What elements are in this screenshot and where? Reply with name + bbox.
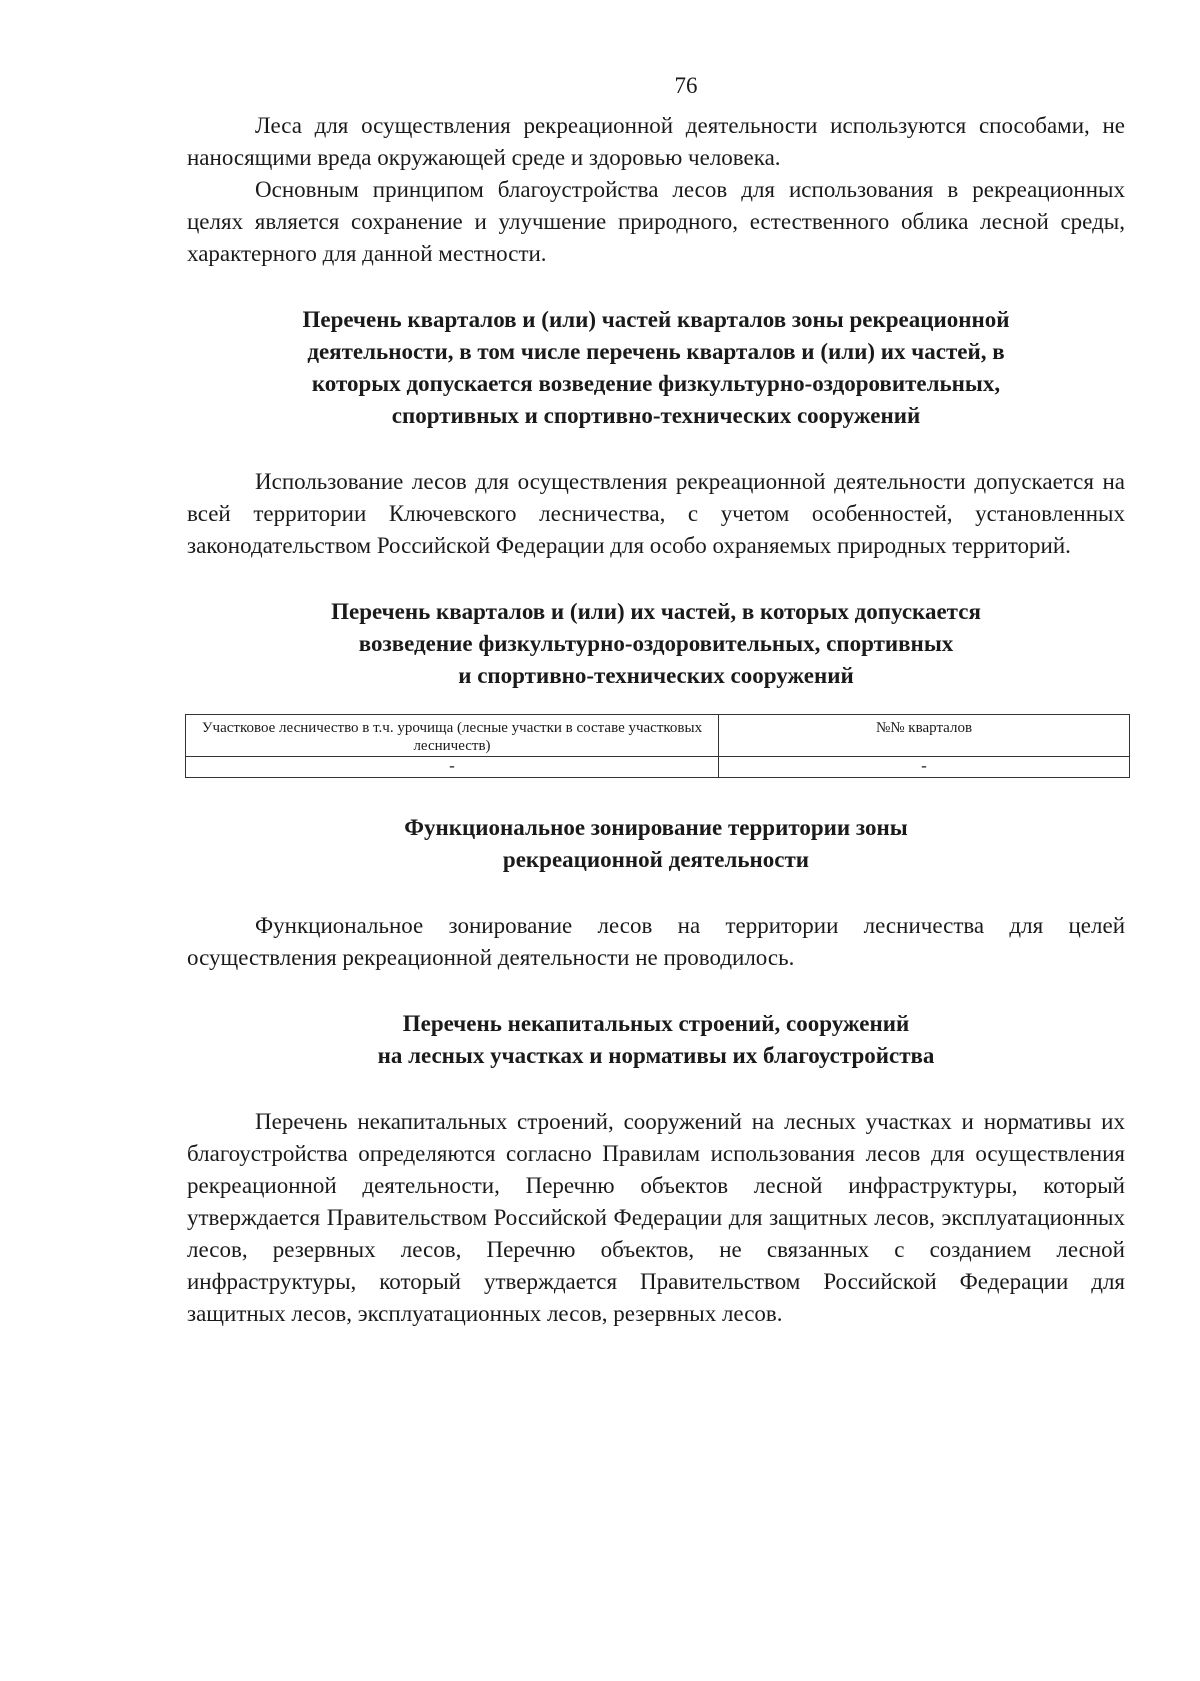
intro-paragraph-2: Основным принципом благоустройства лесов для использования в рекреационных целях является сохранение и улучшение природного, естественного облика лесной среды, характерного для данной местности. xyxy=(187,177,1125,266)
document-page xyxy=(187,70,1125,1330)
intro-paragraph-1: Леса для осуществления рекреационной деятельности используются способами, не наносящими вреда окружающей среде и здоровью человека. xyxy=(187,113,1125,170)
page-number: 76 xyxy=(674,73,698,98)
section1-paragraph: Использование лесов для осуществления рекреационной деятельности допускается на всей территории Ключевского лесничества, с учетом особенностей, установленных законодательством Российской Федерации для особо охраняемых природных территорий. xyxy=(187,469,1125,558)
heading-line: которых допускается возведение физкультурно-оздоровительных, xyxy=(311,371,1001,396)
section1-heading xyxy=(187,304,1125,432)
heading-line: Перечень кварталов и (или) частей кварталов зоны рекреационной xyxy=(302,307,1010,332)
heading-line: спортивных и спортивно-технических сооружений xyxy=(391,403,921,428)
heading-line: и спортивно-технических сооружений xyxy=(458,663,854,688)
table-header-cell: №№ кварталов xyxy=(719,715,1130,757)
heading-line: Перечень некапитальных строений, сооружений xyxy=(402,1011,910,1036)
table-cell: - xyxy=(719,757,1130,778)
heading-line: возведение физкультурно-оздоровительных, спортивных xyxy=(358,631,954,656)
table-cell: - xyxy=(186,757,719,778)
section2-heading xyxy=(187,596,1125,692)
heading-line: Перечень кварталов и (или) их частей, в которых допускается xyxy=(331,599,981,624)
heading-line: на лесных участках и нормативы их благоустройства xyxy=(377,1043,935,1068)
table-row xyxy=(186,757,1130,778)
quarters-table xyxy=(185,714,1130,778)
heading-line: Функциональное зонирование территории зоны xyxy=(404,815,908,840)
table-header-row xyxy=(186,715,1130,757)
section3-paragraph: Функциональное зонирование лесов на территории лесничества для целей осуществления рекреационной деятельности не проводилось. xyxy=(187,913,1125,970)
heading-line: деятельности, в том числе перечень кварталов и (или) их частей, в xyxy=(307,339,1005,364)
heading-line: рекреационной деятельности xyxy=(502,847,810,872)
table-header-cell: Участковое лесничество в т.ч. урочища (лесные участки в составе участковых лесничеств) xyxy=(186,715,719,757)
section4-paragraph: Перечень некапитальных строений, сооружений на лесных участках и нормативы их благоустройства определяются согласно Правилам использования лесов для осуществления рекреационной деятельности, Перечню объектов лесной инфраструктуры, который утверждается Правительством Российской Федерации для защитных лесов, эксплуатационных лесов, резервных лесов, Перечню объектов, не связанных с созданием лесной инфраструктуры, который утверждается Правительством Российской Федерации для защитных лесов, эксплуатационных лесов, резервных лесов. xyxy=(187,1109,1125,1326)
section4-heading xyxy=(187,1008,1125,1072)
section3-heading xyxy=(187,812,1125,876)
